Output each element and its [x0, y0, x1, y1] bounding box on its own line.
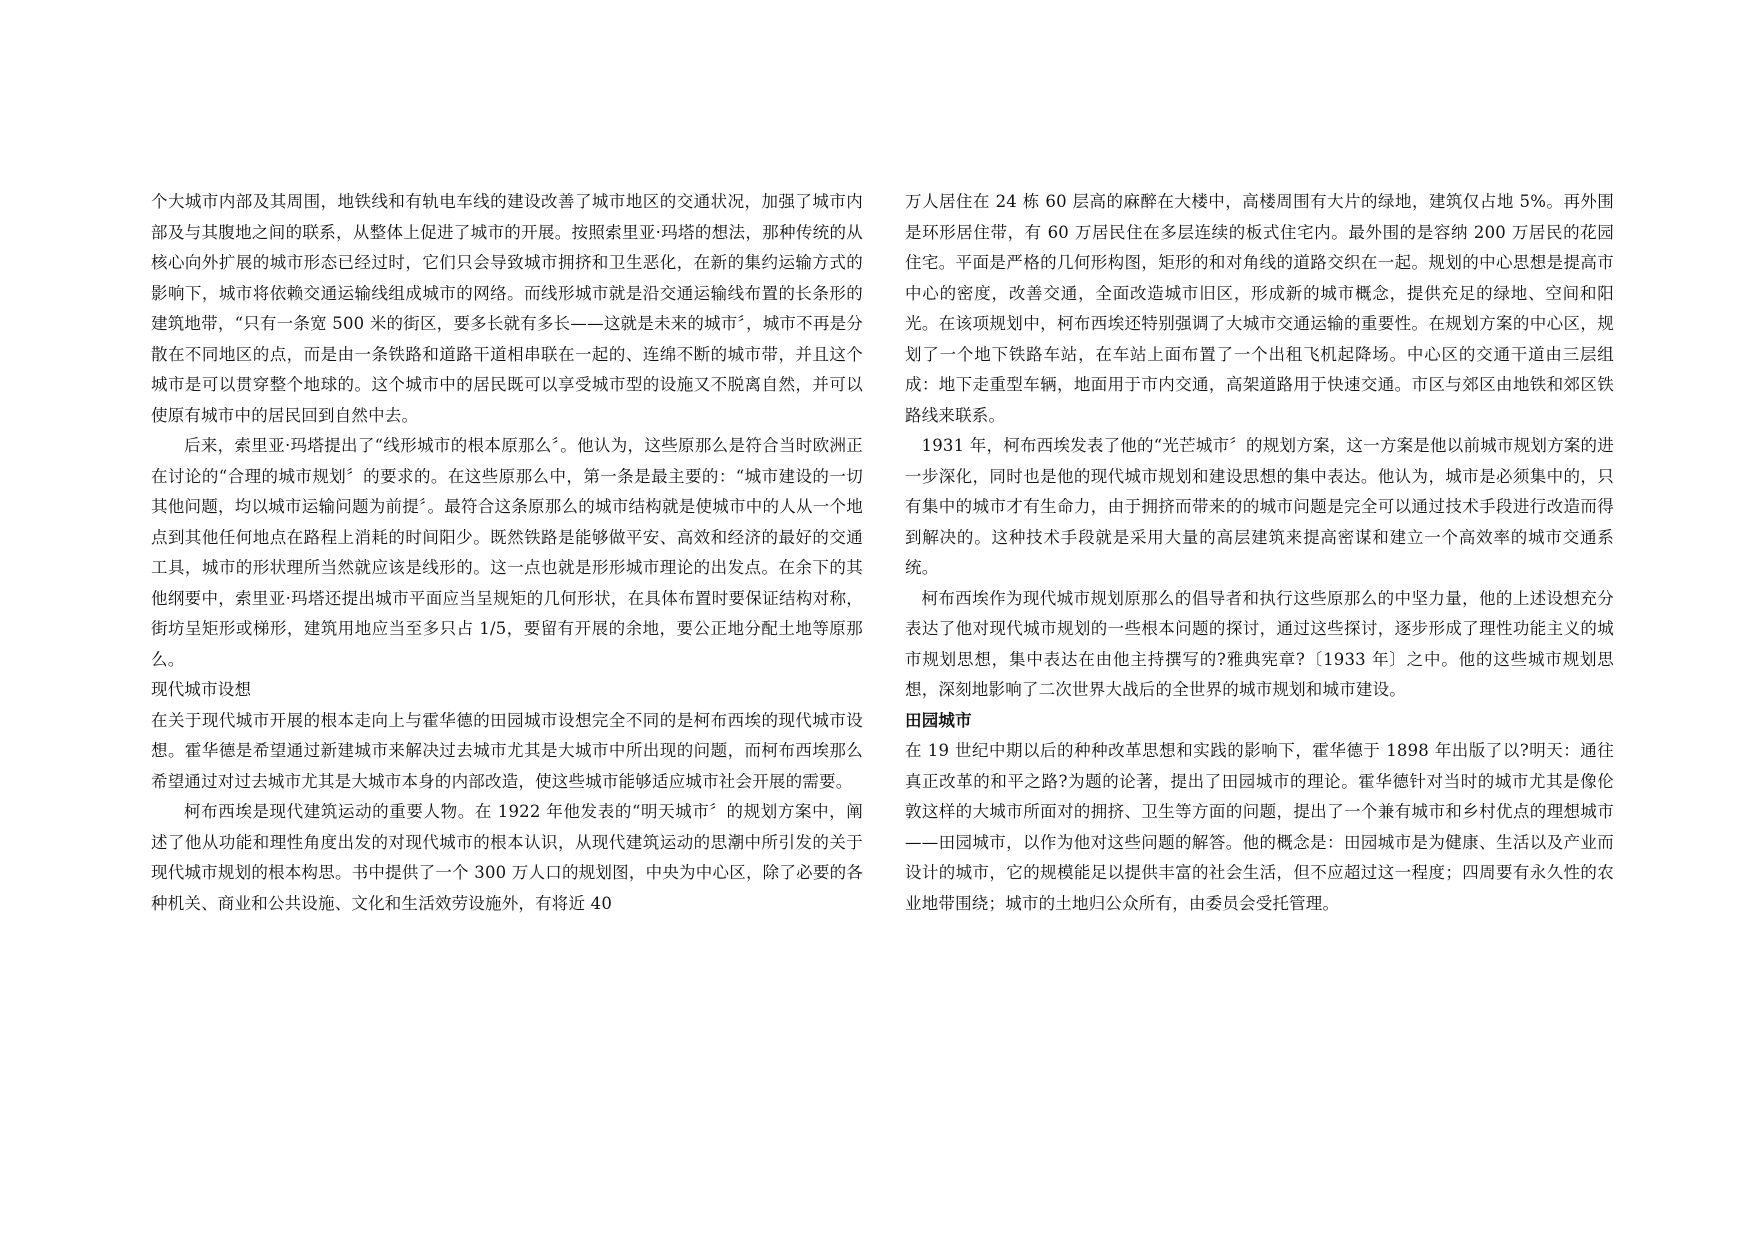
- paragraph-modern-city-intro: 在关于现代城市开展的根本走向上与霍华德的田园城市设想完全不同的是柯布西埃的现代城市设想。霍华德是希望通过新建城市来解决过去城市尤其是大城市中所出现的问题，而柯布西埃那么希望通过对过去城市尤其是大城市本身的内部改造，使这些城市能够适应城市社会开展的需要。: [151, 710, 863, 791]
- section-heading-modern-city: 现代城市设想: [151, 680, 252, 699]
- paragraph-garden-city: 在 19 世纪中期以后的种种改革思想和实践的影响下，霍华德于 1898 年出版了以?明天：通往真正改革的和平之路?为题的论著，提出了田园城市的理论。霍华德针对当时的城市尤其是像伦敦这样的大城市所面对的拥挤、卫生等方面的问题，提出了一个兼有城市和乡村优点的理想城市——田园城市，以作为他对这些问题的解答。他的概念是：田园城市是为健康、生活以及产业而设计的城市，它的规模能足以提供丰富的社会生活，但不应超过这一程度；四周要有永久性的农业地带围绕；城市的土地归公众所有，由委员会受托管理。: [905, 741, 1614, 913]
- left-column: [151, 187, 863, 919]
- paragraph-linear-city-continued: 个大城市内部及其周围，地铁线和有轨电车线的建设改善了城市地区的交通状况，加强了城市内部及与其腹地之间的联系，从整体上促进了城市的开展。按照索里亚·玛塔的想法，那种传统的从核心向外扩展的城市形态已经过时，它们只会导致城市拥挤和卫生恶化，在新的集约运输方式的影响下，城市将依赖交通运输线组成城市的网络。而线形城市就是沿交通运输线布置的长条形的建筑地带，“只有一条宽 500 米的街区，要多长就有多长——这就是未来的城市〞，城市不再是分散在不同地区的点，而是由一条铁路和道路干道相串联在一起的、连绵不断的城市带，并且这个城市是可以贯穿整个地球的。这个城市中的居民既可以享受城市型的设施又不脱离自然，并可以使原有城市中的居民回到自然中去。: [151, 192, 863, 425]
- right-column: [905, 187, 1614, 919]
- paragraph-radiant-city: 1931 年，柯布西埃发表了他的“光芒城市〞的规划方案，这一方案是他以前城市规划方案的进一步深化，同时也是他的现代城市规划和建设思想的集中表达。他认为，城市是必须集中的，只有集中的城市才有生命力，由于拥挤而带来的的城市问题是完全可以通过技术手段进行改造而得到解决的。这种技术手段就是采用大量的高层建筑来提高密谋和建立一个高效率的城市交通系统。: [905, 436, 1614, 577]
- paragraph-corbusier-influence: 柯布西埃作为现代城市规划原那么的倡导者和执行这些原那么的中坚力量，他的上述设想充分表达了他对现代城市规划的一些根本问题的探讨，通过这些探讨，逐步形成了理性功能主义的城市规划思想，集中表达在由他主持撰写的?雅典宪章?〔1933 年〕之中。他的这些城市规划思想，深刻地影响了二次世界大战后的全世界的城市规划和城市建设。: [905, 588, 1614, 699]
- paragraph-corbusier-plan-continued: 万人居住在 24 栋 60 层高的麻醉在大楼中，高楼周围有大片的绿地，建筑仅占地 5%。再外围是环形居住带，有 60 万居民住在多层连续的板式住宅内。最外围的是容纳 200 万居民的花园住宅。平面是严格的几何形构图，矩形的和对角线的道路交织在一起。规划的中心思想是提高市中心的密度，改善交通，全面改造城市旧区，形成新的城市概念，提供充足的绿地、空间和阳光。在该项规划中，柯布西埃还特别强调了大城市交通运输的重要性。在规划方案的中心区，规划了一个地下铁路车站，在车站上面布置了一个出租飞机起降场。中心区的交通干道由三层组成：地下走重型车辆，地面用于市内交通，高架道路用于快速交通。市区与郊区由地铁和郊区铁路线来联系。: [905, 192, 1614, 425]
- paragraph-linear-city-principles: 后来，索里亚·玛塔提出了“线形城市的根本原那么〞。他认为，这些原那么是符合当时欧洲正在讨论的“合理的城市规划〞的要求的。在这些原那么中，第一条是最主要的：“城市建设的一切其他问题，均以城市运输问题为前提〞。最符合这条原那么的城市结构就是使城市中的人从一个地点到其他任何地点在路程上消耗的时间阳少。既然铁路是能够做平安、高效和经济的最好的交通工具，城市的形状理所当然就应该是线形的。这一点也就是形形城市理论的出发点。在余下的其他纲要中，索里亚·玛塔还提出城市平面应当呈规矩的几何形状，在具体布置时要保证结构对称，街坊呈矩形或梯形，建筑用地应当至多只占 1/5，要留有开展的余地，要公正地分配土地等原那么。: [151, 436, 863, 669]
- section-heading-garden-city: 田园城市: [905, 710, 972, 730]
- paragraph-corbusier-tomorrow-city: 柯布西埃是现代建筑运动的重要人物。在 1922 年他发表的“明天城市〞的规划方案中，阐述了他从功能和理性角度出发的对现代城市的根本认识，从现代建筑运动的思潮中所引发的关于现代城市规划的根本构思。书中提供了一个 300 万人口的规划图，中央为中心区，除了必要的各种机关、商业和公共设施、文化和生活效劳设施外，有将近 40: [151, 802, 863, 913]
